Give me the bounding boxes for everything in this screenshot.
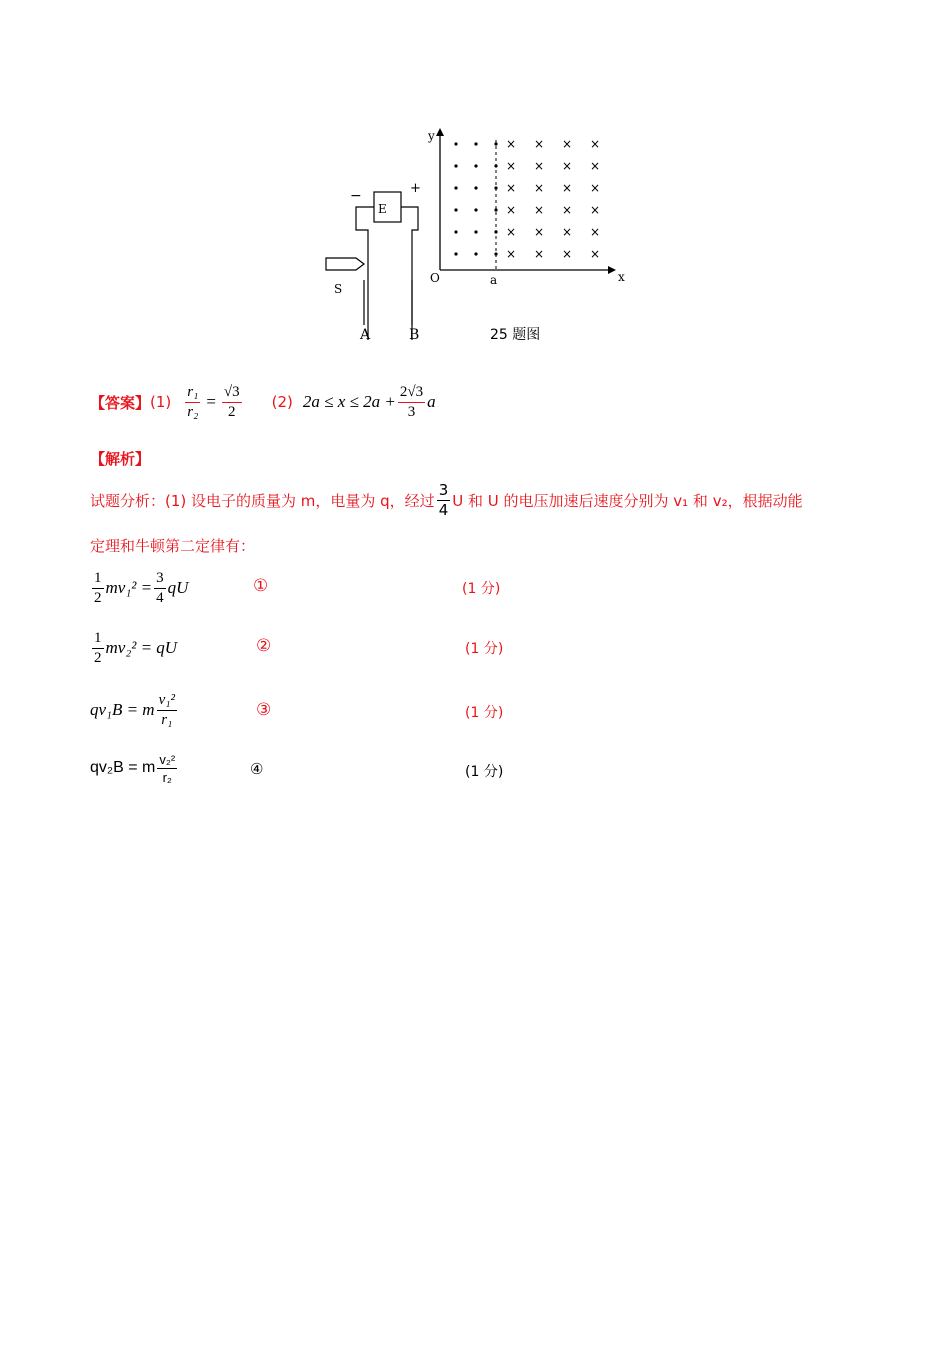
equation-row-4 [90,744,250,792]
field-cross: × [562,225,573,239]
field-cross: × [562,203,573,217]
ratio-equals: = [206,392,216,411]
field-cross: × [590,137,601,151]
eq4-fraction-denominator: r₂ [162,769,172,785]
ratio-value-numerator: √3 [222,385,242,403]
field-dot [494,186,497,189]
field-cross: × [534,137,545,151]
field-cross: × [534,159,545,173]
equation-marker-2: ② [256,636,272,656]
eq2-mid: mv₂² = qU [105,638,178,657]
field-dot [494,208,497,211]
field-dot [454,186,457,189]
field-cross: × [562,247,573,261]
field-cross: × [506,181,517,195]
analysis-line-1-pre: 试题分析：(1) 设电子的质量为 m，电量为 q，经过 [90,491,435,510]
y-axis-label: y [428,129,435,143]
field-dot [454,252,457,255]
field-dot [474,230,477,233]
battery-label: E [378,202,387,216]
field-dot [474,142,477,145]
eq1-half-denominator: 2 [94,589,102,606]
answer-part1-number: (1) [150,393,172,411]
plate-a-label: A [360,327,371,343]
eq1-mid: mv₁² = [105,578,153,597]
plus-label: + [410,181,421,196]
field-dot [474,186,477,189]
eq2-half-fraction [92,631,104,666]
analysis-line-2: 定理和牛顿第二定律有： [90,537,256,555]
field-cross: × [562,181,573,195]
field-dot [494,164,497,167]
equation-score-3: (1 分) [465,705,504,721]
voltage-fraction [437,480,451,519]
x-arrow [608,266,616,274]
field-cross: × [562,137,573,151]
eq4-fraction [157,753,177,784]
analysis-label: 【解析】 [90,450,151,468]
eq1-fraction [154,571,166,606]
range-tail: a [427,392,436,411]
ratio-fraction [185,385,200,420]
ratio-numerator: r₁ [185,385,200,403]
field-cross: × [506,203,517,217]
field-dot [474,164,477,167]
plate-b-label: B [409,327,420,343]
eq1-half-fraction [92,571,104,606]
eq3-left: qv₁B = m [90,700,155,719]
field-dot [454,164,457,167]
boundary-a-label: a [490,273,498,287]
answer-row [90,376,436,428]
electron-gun [326,258,364,270]
equation-3 [90,693,250,728]
eq1-half-numerator: 1 [92,571,104,589]
field-dot [454,142,457,145]
equation-score-1: (1 分) [462,581,501,597]
field-cross: × [506,247,517,261]
eq3-fraction [157,693,177,728]
eq4-fraction-numerator: v₂² [159,751,176,767]
equation-score-2: (1 分) [465,641,504,657]
wire-b [401,207,418,340]
range-fraction-numerator: 2√3 [398,385,425,403]
equation-2 [90,631,250,666]
field-dot [454,230,457,233]
answer-part2-number: (2) [271,393,293,411]
eq3-fraction-denominator: r₁ [161,711,173,728]
eq2-half-numerator: 1 [92,631,104,649]
field-dot [494,252,497,255]
wire-a [356,207,374,340]
field-cross: × [590,159,601,173]
field-cross: × [534,247,545,261]
field-cross: × [534,225,545,239]
figure-svg [320,120,640,350]
voltage-fraction-numerator: 3 [438,480,449,499]
equation-marker-3: ③ [256,700,272,720]
field-dot [474,252,477,255]
range-fraction-denominator: 3 [407,403,416,420]
field-cross: × [590,225,601,239]
range-left: 2a ≤ x ≤ 2a + [302,392,396,411]
field-cross: × [506,137,517,151]
figure-caption: 25 题图 [490,327,541,343]
analysis-line-1 [90,478,803,522]
field-dot [494,230,497,233]
equation-4 [90,753,250,784]
field-cross: × [590,203,601,217]
origin-label: O [430,271,440,285]
analysis-line-1-mid: U 和 U 的电压加速后速度分别为 v₁ 和 v₂，根据动能 [452,491,803,510]
ratio-value-fraction [222,385,242,420]
voltage-fraction-denominator: 4 [438,500,449,519]
equation-marker-1: ① [253,576,269,596]
field-cross: × [562,159,573,173]
equation-row-1 [90,564,250,612]
eq1-fraction-numerator: 3 [154,571,166,589]
field-cross: × [534,203,545,217]
answer-label: 【答案】 [90,393,151,412]
ratio-value-denominator: 2 [228,403,236,420]
field-cross: × [506,159,517,173]
minus-label: − [350,188,362,204]
field-dot [454,208,457,211]
y-arrow [436,128,444,136]
field-dot [494,142,497,145]
eq3-fraction-numerator: v₁² [157,693,177,711]
field-cross: × [590,181,601,195]
figure-25 [320,120,640,350]
eq1-fraction-denominator: 4 [156,589,164,606]
equation-score-4: (1 分) [465,764,504,780]
x-axis-label: x [618,270,625,284]
electrode-s-label: S [334,282,343,296]
equation-row-2 [90,624,250,672]
ratio-denominator: r₂ [187,403,199,420]
field-cross: × [590,247,601,261]
eq2-half-denominator: 2 [94,649,102,666]
field-marks [454,137,600,261]
eq4-left: qv₂B = m [90,759,156,776]
range-fraction [398,385,425,420]
equation-row-3 [90,686,250,734]
field-cross: × [534,181,545,195]
eq1-tail: qU [167,578,189,597]
equation-1 [90,571,250,606]
field-cross: × [506,225,517,239]
equation-marker-4: ④ [250,760,264,778]
field-dot [474,208,477,211]
